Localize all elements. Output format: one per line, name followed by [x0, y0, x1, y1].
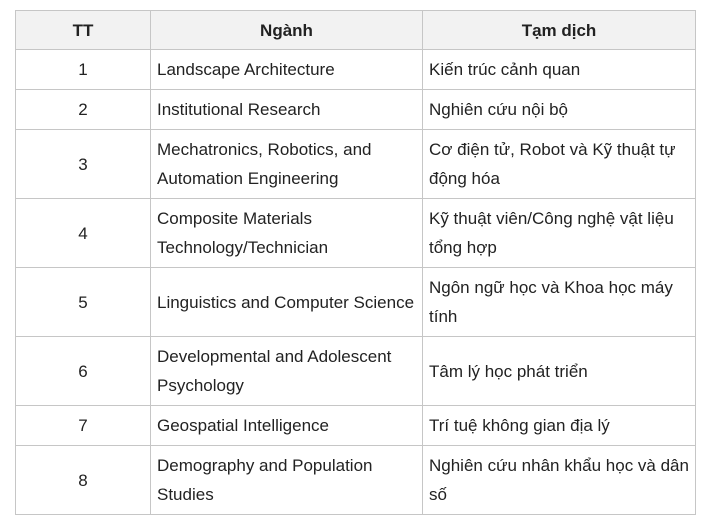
table-row	[16, 199, 696, 268]
header-translation: Tạm dịch	[423, 11, 696, 50]
table-container	[15, 10, 696, 515]
major-cell: Developmental and Adolescent Psychology	[151, 337, 423, 406]
row-number: 6	[16, 337, 151, 406]
header-tt: TT	[16, 11, 151, 50]
major-cell: Composite Materials Technology/Technician	[151, 199, 423, 268]
row-number: 2	[16, 90, 151, 130]
major-cell: Landscape Architecture	[151, 50, 423, 90]
major-cell: Geospatial Intelligence	[151, 406, 423, 446]
header-major: Ngành	[151, 11, 423, 50]
table-row	[16, 406, 696, 446]
table-row	[16, 90, 696, 130]
major-cell: Institutional Research	[151, 90, 423, 130]
table-header-row	[16, 11, 696, 50]
translation-cell: Nghiên cứu nội bộ	[423, 90, 696, 130]
major-cell: Demography and Population Studies	[151, 446, 423, 515]
row-number: 5	[16, 268, 151, 337]
translation-cell: Cơ điện tử, Robot và Kỹ thuật tự động hóa	[423, 130, 696, 199]
table-row	[16, 446, 696, 515]
translation-cell: Ngôn ngữ học và Khoa học máy tính	[423, 268, 696, 337]
row-number: 8	[16, 446, 151, 515]
translation-cell: Tâm lý học phát triển	[423, 337, 696, 406]
major-cell: Linguistics and Computer Science	[151, 268, 423, 337]
row-number: 3	[16, 130, 151, 199]
row-number: 4	[16, 199, 151, 268]
translation-cell: Nghiên cứu nhân khẩu học và dân số	[423, 446, 696, 515]
majors-table	[15, 10, 696, 515]
major-cell: Mechatronics, Robotics, and Automation Engineering	[151, 130, 423, 199]
translation-cell: Kỹ thuật viên/Công nghệ vật liệu tổng hợp	[423, 199, 696, 268]
translation-cell: Trí tuệ không gian địa lý	[423, 406, 696, 446]
translation-cell: Kiến trúc cảnh quan	[423, 50, 696, 90]
table-row	[16, 130, 696, 199]
table-row	[16, 268, 696, 337]
table-row	[16, 50, 696, 90]
row-number: 1	[16, 50, 151, 90]
table-row	[16, 337, 696, 406]
row-number: 7	[16, 406, 151, 446]
